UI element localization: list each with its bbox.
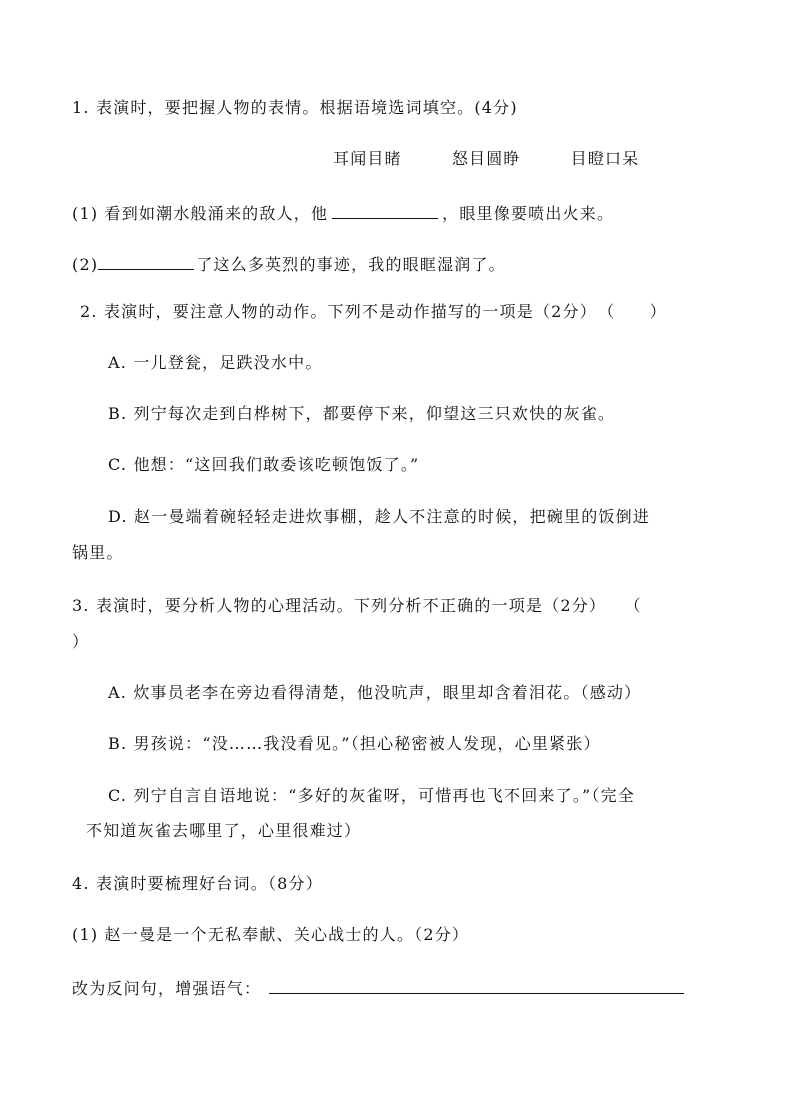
question-1-title: 1. 表演时，要把握人物的表情。根据语境选词填空。(4分): [72, 98, 518, 117]
question-1-sub-2: [72, 253, 506, 275]
question-3-option-b: B. 男孩说：“没……我没看见。”（担心秘密被人发现，心里紧张）: [108, 734, 601, 753]
question-4-sub-1: (1) 赵一曼是一个无私奉献、关心战士的人。（2分）: [72, 925, 470, 944]
question-1-sub-1: [72, 202, 614, 224]
word-option-1: 耳闻目睹: [333, 149, 402, 168]
fill-blank-1[interactable]: [332, 202, 438, 219]
fill-blank-2[interactable]: [98, 253, 194, 270]
sub-2-prefix: (2): [72, 255, 99, 274]
question-2-title: 2. 表演时，要注意人物的动作。下列不是动作描写的一项是（2分） （ ）: [80, 302, 667, 321]
question-2-option-c: C. 他想：“这回我们敢委该吃顿饱饭了。”: [108, 455, 420, 474]
rhetorical-question-prompt: 改为反问句，增强语气：: [72, 979, 262, 998]
answer-line[interactable]: [269, 977, 684, 994]
question-3-option-a: A. 炊事员老李在旁边看得清楚，他没吭声，眼里却含着泪花。（感动）: [108, 683, 642, 702]
question-2-option-d-line-2: 锅里。: [72, 543, 124, 562]
question-3-option-c-line-2: 不知道灰雀去哪里了，心里很难过）: [86, 821, 362, 840]
word-option-2: 怒目圆睁: [451, 149, 521, 168]
word-bank: [333, 149, 689, 169]
question-2-option-d-line-1: D. 赵一曼端着碗轻轻走进炊事棚，趁人不注意的时候，把碗里的饭倒进: [108, 507, 651, 526]
question-2-option-a: A. 一儿登瓮，足跌没水中。: [108, 353, 323, 372]
question-4-sub-1-answer-row: [72, 977, 684, 999]
word-option-3: 目瞪口呆: [570, 149, 640, 168]
sub-2-suffix: 了这么多英烈的事迹，我的眼眶湿润了。: [196, 255, 506, 274]
question-4-title: 4. 表演时要梳理好台词。（8分）: [72, 874, 323, 893]
question-2-option-b: B. 列宁每次走到白桦树下，都要停下来，仰望这三只欢快的灰雀。: [108, 404, 616, 423]
question-3-title-line-2: ）: [72, 632, 90, 651]
question-3-option-c-line-1: C. 列宁自言自语地说：“多好的灰雀呀，可惜再也飞不回来了。”（完全: [108, 786, 636, 805]
question-3-title-line-1: 3. 表演时，要分析人物的心理活动。下列分析不正确的一项是（2分） （: [72, 596, 642, 615]
sub-1-suffix: ，眼里像要喷出火来。: [442, 204, 615, 223]
sub-1-prefix: (1) 看到如潮水般涌来的敌人，他: [72, 204, 329, 223]
